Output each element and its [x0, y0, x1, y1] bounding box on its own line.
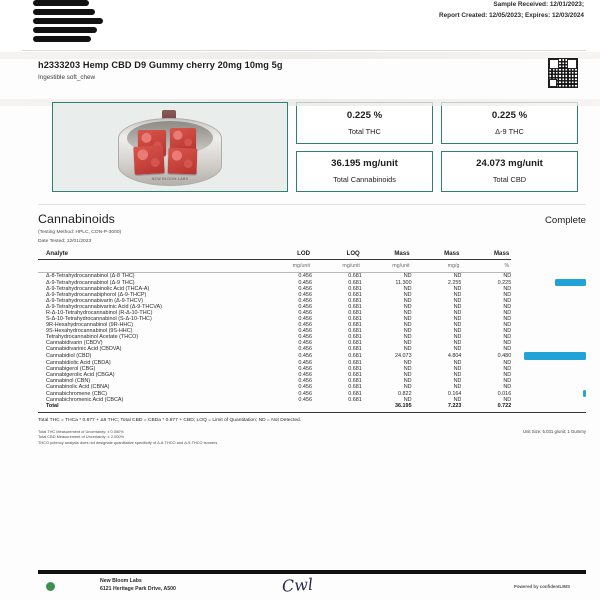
product-type: Ingestible soft_chew	[38, 73, 96, 81]
analyte-value: 4.804	[447, 353, 462, 360]
column-unit	[38, 260, 262, 273]
footnote-fine-3: THCO potency analysis does not designate quantitative specificity of Δ-8-THCO and Δ-9-THCO isomers	[38, 439, 218, 445]
report-dates	[439, 0, 584, 21]
analyte-value: 0.456	[298, 383, 312, 390]
panel-header	[38, 212, 586, 226]
analyte-value: ND	[403, 304, 412, 311]
redaction-bar	[33, 36, 91, 42]
analyte-value: ND	[403, 334, 412, 341]
metric-label: Total THC	[348, 126, 381, 136]
analyte-value: 0.681	[348, 279, 362, 286]
analyte-value: ND	[403, 298, 412, 305]
analyte-value	[312, 403, 362, 409]
redacted-lab-info	[33, 0, 103, 42]
analyte-value: ND	[503, 346, 512, 353]
analyte-value: ND	[453, 298, 462, 305]
footnotes	[38, 417, 586, 445]
analyte-value: ND	[503, 371, 512, 378]
concentration-bar-cell	[511, 390, 586, 398]
metric-box	[441, 102, 578, 144]
analyte-value: 0.456	[298, 286, 312, 293]
analyte-value: 0.681	[348, 334, 362, 341]
metric-value: 0.225 %	[491, 109, 528, 121]
metric-value: 0.225 %	[346, 109, 383, 121]
sample-received-label: Sample Received:	[493, 1, 549, 8]
analyte-value: 0.681	[348, 272, 362, 279]
analyte-value: 0.681	[348, 322, 362, 329]
analyte-value: ND	[503, 298, 512, 305]
analyte-name: Δ-8-Tetrahydrocannabinol (Δ-8 THC)	[46, 272, 135, 279]
table-row	[38, 390, 586, 398]
analyte-value: 0.456	[298, 272, 312, 279]
analyte-value: 0.456	[298, 365, 312, 372]
analyte-value: ND	[403, 346, 412, 353]
analyte-value: ND	[503, 328, 512, 335]
analyte-value: ND	[403, 383, 412, 390]
analyte-value: 0.681	[348, 304, 362, 311]
column-unit-spacer	[511, 260, 586, 273]
signature-icon: Cwl	[281, 574, 314, 596]
analyte-name: Cannabigerolic Acid (CBGA)	[46, 371, 115, 378]
summary-strip	[0, 96, 600, 200]
analyte-value: ND	[453, 340, 462, 347]
product-block	[0, 52, 600, 96]
analyte-value: 0.681	[348, 316, 362, 323]
redaction-bar	[33, 0, 89, 6]
analyte-value: 11.300	[395, 279, 412, 286]
analyte-value: 0.456	[298, 298, 312, 305]
analyte-value: 0.681	[348, 346, 362, 353]
analyte-value: 0.456	[298, 390, 312, 397]
sample-received-value: 12/01/2023;	[549, 1, 584, 8]
analyte-value: ND	[503, 304, 512, 311]
report-header	[0, 0, 600, 52]
analyte-value: ND	[403, 365, 412, 372]
analyte-value: 0.456	[298, 371, 312, 378]
analyte-value: ND	[403, 359, 412, 366]
analyte-value: ND	[503, 359, 512, 366]
analyte-value: ND	[503, 365, 512, 372]
key-metrics	[296, 102, 578, 192]
analyte-value: 0.456	[298, 328, 312, 335]
powered-by-label: Powered by confidentLIMS	[513, 584, 570, 589]
metric-label: Total CBD	[492, 175, 527, 185]
panel-date-tested: Date Tested: 12/01/2023	[38, 239, 92, 245]
analyte-value: 0.681	[348, 353, 362, 360]
analyte-value: ND	[453, 346, 462, 353]
panel-title: Cannabinoids	[38, 212, 115, 226]
analyte-value: 0.164	[447, 390, 462, 397]
analyte-name: Cannabinol (CBN)	[46, 377, 91, 384]
analyte-value: 0.480	[497, 353, 512, 360]
analyte-value: ND	[453, 286, 462, 293]
table-head	[38, 250, 586, 272]
analyte-value: ND	[503, 310, 512, 317]
analyte-value: ND	[453, 397, 462, 404]
column-header-spacer	[511, 250, 586, 260]
analyte-value: ND	[453, 334, 462, 341]
analyte-value: ND	[453, 292, 462, 299]
analyte-value: ND	[453, 322, 462, 329]
report-created-label: Report Created:	[439, 11, 488, 19]
analyte-value: ND	[403, 322, 412, 329]
analyte-name: Cannabinolic Acid (CBNA)	[46, 383, 110, 390]
panel-status-badge: Complete	[544, 215, 586, 226]
cannabinoids-panel	[38, 204, 586, 413]
analyte-value: 0.456	[298, 397, 312, 404]
analyte-value: ND	[453, 383, 462, 390]
report-created-value: 12/05/2023;	[489, 11, 524, 19]
analyte-value: ND	[503, 334, 512, 341]
sample-received-line	[439, 0, 584, 11]
redaction-bar	[33, 18, 103, 24]
concentration-bar-cell	[511, 279, 586, 287]
analyte-value: ND	[403, 292, 412, 299]
analyte-value: ND	[403, 316, 412, 323]
analyte-value: 0.681	[348, 298, 362, 305]
analyte-value: 0.681	[348, 383, 362, 390]
analyte-name: R-Δ-10-Tetrahydrocannabinol (R-Δ-10-THC)	[46, 310, 153, 317]
dish-label: NEW BLOOM LABS	[151, 177, 189, 181]
unit-size-note: Unit Size: 5.031 g/unit; 1 Gummy	[522, 428, 586, 434]
header-divider	[22, 50, 586, 51]
analyte-value: ND	[453, 377, 462, 384]
analyte-value: 0.681	[348, 292, 362, 299]
analyte-value: ND	[503, 322, 512, 329]
qr-code-icon[interactable]	[548, 58, 578, 88]
analyte-value: 0.456	[298, 377, 312, 384]
column-unit: mg/g	[412, 260, 462, 273]
column-header: Mass	[461, 250, 511, 260]
metric-label: Δ-9 THC	[495, 126, 524, 136]
analyte-value: ND	[403, 272, 412, 279]
concentration-bar-cell	[511, 352, 586, 360]
analyte-name: Cannabichromenic Acid (CBCA)	[46, 397, 124, 404]
table-row	[38, 279, 586, 287]
expires-label: Expires:	[524, 11, 551, 19]
analyte-name: Δ-9-Tetrahydrocannabivarin (Δ-9-THCV)	[46, 298, 144, 305]
analyte-value: ND	[453, 272, 462, 279]
analyte-value: 0.681	[348, 328, 362, 335]
footnote-fine-2: Total CBD Measurement of Uncertainty: ± 2.000%	[38, 434, 125, 440]
table-total-row	[38, 403, 586, 409]
report-created-line	[439, 11, 584, 22]
metric-box	[441, 151, 578, 193]
metric-value: 36.195 mg/unit	[331, 158, 398, 170]
analyte-value: 0.456	[298, 346, 312, 353]
redaction-bar	[33, 9, 95, 15]
analyte-value: 0.456	[298, 279, 312, 286]
analyte-value: ND	[403, 340, 412, 347]
analyte-value: 0.681	[348, 397, 362, 404]
analyte-name: Cannabigerol (CBG)	[46, 365, 96, 372]
column-unit: mg/unit	[312, 260, 362, 273]
column-header: Mass	[362, 250, 412, 260]
lab-name: New Bloom Labs	[100, 578, 142, 584]
analyte-value: ND	[453, 316, 462, 323]
analyte-name: Cannabidivarin (CBDV)	[46, 340, 103, 347]
sample-photo	[52, 102, 288, 192]
analyte-value: 0.681	[348, 365, 362, 372]
gummy-dish-image	[118, 108, 222, 186]
cannabinoids-table	[38, 250, 586, 409]
analyte-value: 0.456	[298, 334, 312, 341]
analyte-value: ND	[503, 340, 512, 347]
metric-box	[296, 102, 433, 144]
analyte-name: Total	[46, 403, 59, 410]
analyte-value: 0.456	[298, 359, 312, 366]
analyte-value: 0.681	[348, 310, 362, 317]
analyte-value: ND	[403, 377, 412, 384]
table-body	[38, 272, 586, 409]
analyte-value: ND	[403, 397, 412, 404]
concentration-bar-cell	[511, 403, 586, 409]
concentration-bar	[583, 390, 586, 398]
analyte-value: 36.195	[394, 403, 412, 410]
analyte-value: 0.722	[497, 403, 512, 410]
analyte-name: Δ-9-Tetrahydrocannabiphorol (Δ-9-THCP)	[46, 292, 147, 299]
lab-logo-icon	[46, 582, 55, 591]
metric-value: 24.073 mg/unit	[476, 158, 543, 170]
column-unit: %	[461, 260, 511, 273]
concentration-bar	[555, 279, 586, 287]
analyte-value: 0.681	[348, 286, 362, 293]
analyte-value: ND	[403, 328, 412, 335]
analyte-value: 0.456	[298, 340, 312, 347]
column-header: LOQ	[312, 250, 362, 260]
analyte-value: 0.016	[497, 390, 512, 397]
analyte-name: Cannabidiolic Acid (CBDA)	[46, 359, 111, 366]
analyte-value: 0.681	[348, 390, 362, 397]
analyte-value: 0.681	[348, 377, 362, 384]
table-row	[38, 352, 586, 360]
analyte-value: 0.681	[348, 359, 362, 366]
analyte-name: S-Δ-10-Tetrahydrocannabinol (S-Δ-10-THC)	[46, 316, 152, 323]
analyte-name: 9S-Hexahydrocannabinol (9S-HHC)	[46, 328, 133, 335]
lab-street: 6121 Heritage Park Drive, A500	[100, 586, 176, 593]
analyte-value: ND	[403, 310, 412, 317]
analyte-value: 0.681	[348, 340, 362, 347]
footnote-main: Total THC = THCa * 0.877 + Δ9 THC; Total CBD = CBDa * 0.877 + CBD; LOQ = Limit of Quantitation; ND = Not Detected.	[38, 417, 302, 423]
analyte-name: Δ-9-Tetrahydrocannabinol (Δ-9 THC)	[46, 279, 135, 286]
report-footer	[0, 574, 600, 600]
analyte-value: ND	[453, 359, 462, 366]
lab-address-block	[100, 577, 176, 593]
analyte-value: 7.223	[447, 403, 462, 410]
column-header: LOD	[262, 250, 312, 260]
analyte-value	[262, 403, 312, 409]
table-bottom-rule	[38, 412, 586, 413]
column-header: Analyte	[38, 250, 262, 260]
analyte-value: 0.822	[398, 390, 412, 397]
redaction-bar	[33, 27, 97, 33]
analyte-value: ND	[503, 286, 512, 293]
analyte-value: 0.456	[298, 353, 312, 360]
analyte-value: ND	[503, 316, 512, 323]
analyte-value: ND	[503, 383, 512, 390]
analyte-value: 0.456	[298, 316, 312, 323]
analyte-value: ND	[453, 328, 462, 335]
gummy-cube	[133, 145, 164, 175]
analyte-name: Tetrahydrocannabinol Acetate (THCO)	[46, 334, 139, 341]
gummy-cube	[168, 148, 198, 175]
analyte-value: ND	[503, 272, 512, 279]
analyte-value: 0.225	[497, 279, 512, 286]
analyte-name: Cannabidiol (CBD)	[46, 353, 92, 360]
analyte-name: Δ-9-Tetrahydrocannabivarinic Acid (Δ-9-THCVA)	[46, 304, 162, 311]
analyte-value: ND	[453, 310, 462, 317]
expires-value: 12/03/2024	[552, 11, 584, 19]
analyte-value: ND	[453, 365, 462, 372]
analyte-value: ND	[403, 286, 412, 293]
panel-method: (Testing Method: HPLC, CON-P-3000)	[38, 229, 122, 235]
metric-box	[296, 151, 433, 193]
concentration-bar	[524, 352, 586, 360]
analyte-value: ND	[503, 397, 512, 404]
column-unit: mg/unit	[362, 260, 412, 273]
analyte-value: ND	[503, 377, 512, 384]
analyte-value: 0.681	[348, 371, 362, 378]
footnote-fine-1: Total THC Measurement of Uncertainty: ± 0.050%	[38, 428, 124, 434]
analyte-value: 2.255	[447, 279, 462, 286]
analyte-value: 24.073	[394, 353, 412, 360]
analyte-value: 0.456	[298, 310, 312, 317]
product-name: h2333203 Hemp CBD D9 Gummy cherry 20mg 10mg 5g	[38, 60, 283, 70]
metric-label: Total Cannabinoids	[333, 175, 396, 185]
table-units-row	[38, 260, 586, 273]
analyte-name: 9R-Hexahydrocannabinol (9R-HHC)	[46, 322, 134, 329]
column-unit: mg/unit	[262, 260, 312, 273]
analyte-value: ND	[453, 304, 462, 311]
table-header-row	[38, 250, 586, 260]
analyte-value: 0.456	[298, 322, 312, 329]
analyte-value: ND	[403, 371, 412, 378]
analyte-value: 0.456	[298, 292, 312, 299]
column-header: Mass	[412, 250, 462, 260]
analyte-value: 0.456	[298, 304, 312, 311]
analyte-value: ND	[503, 292, 512, 299]
analyte-name: Cannabidivarinic Acid (CBDVA)	[46, 346, 122, 353]
analyte-value: ND	[453, 371, 462, 378]
analyte-name: Cannabichromene (CBC)	[46, 390, 108, 397]
analyte-name: Δ-9-Tetrahydrocannabinolic Acid (THCA-A)	[46, 286, 150, 293]
